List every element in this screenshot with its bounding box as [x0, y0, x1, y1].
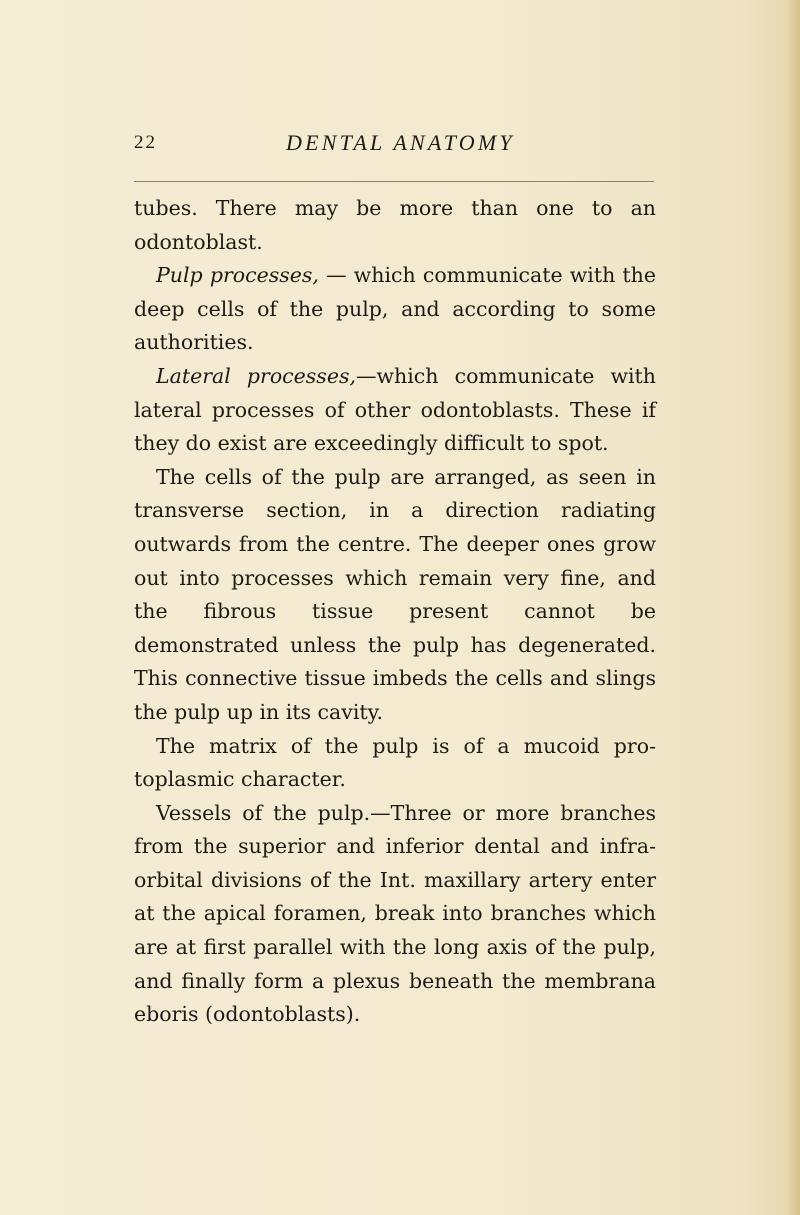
lateral-processes-heading: Lateral processes,: [156, 363, 356, 388]
paragraph-lateral-processes: [134, 360, 656, 461]
pulp-processes-text: — which communicate with the deep cells of the pulp, and according to some authorities.: [134, 263, 656, 355]
running-head: [134, 132, 654, 162]
paragraph-pulp-vessels: Vessels of the pulp.—Three or more branches from the superior and inferior dental and infra-orbital divisions of the Int. maxillary artery enter at the apical foramen, break into branches which are at first parallel with the long axis of the pulp, and finally form a plexus beneath the membrana eboris (odontoblasts).: [134, 800, 656, 1027]
paragraph-pulp-matrix: The matrix of the pulp is of a mucoid pro-toplasmic character.: [134, 733, 656, 792]
page-edge-shadow: [786, 0, 800, 1215]
paragraph-pulp-processes: [134, 259, 656, 360]
page-number: 22: [134, 132, 157, 153]
paragraph-pulp-cells: The cells of the pulp are arranged, as seen in transverse section, in a direction radiating outwards from the centre. The deeper ones grow out into processes which remain very fine, and the fibrous tissue present cannot be demonstrated unless the pulp has degenerated. This connective tissue imbeds the cells and slings the pulp up in its cavity.: [134, 464, 656, 724]
running-title: DENTAL ANATOMY: [286, 130, 515, 155]
paragraph-tubes: tubes. There may be more than one to an odontoblast.: [134, 196, 656, 254]
body-text: [134, 192, 656, 1032]
header-rule: [134, 181, 654, 182]
pulp-processes-heading: Pulp processes,: [156, 263, 319, 288]
lateral-processes-text: —which communicate with lateral processes of other odontoblasts. These if they do exist are exceedingly difficult to spot.: [134, 363, 657, 456]
